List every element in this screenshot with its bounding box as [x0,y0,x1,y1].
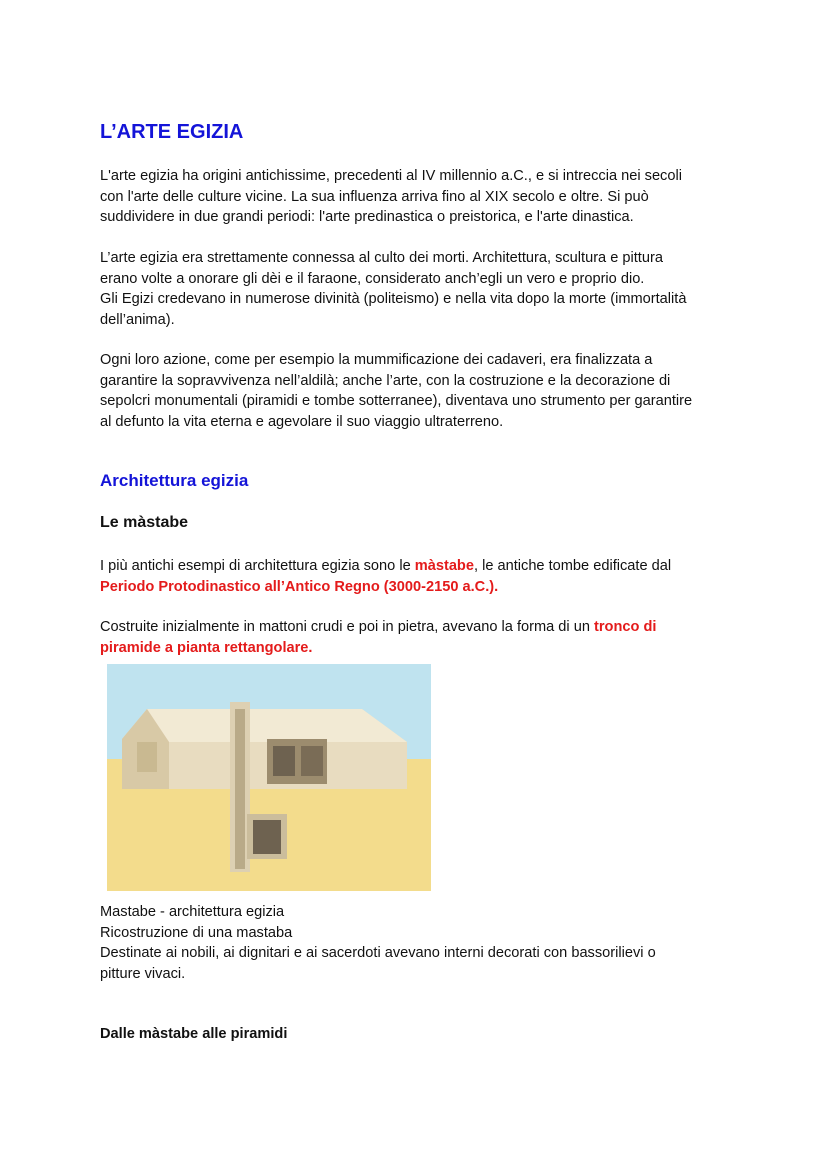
construction-paragraph [100,617,656,658]
text-line: L’arte egizia era strettamente connessa al culto dei morti. Architettura, scultura e pittura [100,250,663,266]
text-line: con l'arte delle culture vicine. La sua influenza arriva fino al XIX secolo e oltre. Si può [100,188,649,205]
text-line: erano volte a onorare gli dèi e il faraone, considerato anch’egli un vero e proprio dio. [100,270,645,287]
intro-paragraph-1 [100,166,682,228]
section-heading: Architettura egizia [100,471,249,490]
caption-line: Ricostruzione di una mastaba [100,924,293,941]
caption-line: Destinate ai nobili, ai dignitari e ai sacerdoti avevano interni decorati con bassorilievi o [100,945,656,961]
highlight: màstabe [414,558,474,574]
intro-paragraph-2 [100,248,686,330]
highlight: piramide a pianta rettangolare. [100,639,313,656]
mastabe-paragraph [100,556,671,597]
text-line: L'arte egizia ha origini antichissime, precedenti al IV millennio a.C., e si intreccia nei secoli [100,168,682,184]
text: , le antiche tombe edificate dal [473,558,672,574]
caption-line: pitture vivaci. [100,965,186,982]
highlight: tronco di [594,619,657,635]
subsection-heading: Le màstabe [100,514,189,531]
image-caption [100,902,656,984]
mastaba-illustration [107,664,431,891]
text-line: Ogni loro azione, come per esempio la mummificazione dei cadaveri, era finalizzata a [100,352,653,368]
text-line: garantire la sopravvivenza nell’aldilà; anche l’arte, con la costruzione e la decorazione di [100,372,671,389]
page-title: L’ARTE EGIZIA [100,121,244,143]
highlight: Periodo Protodinastico all’Antico Regno (3000-2150 a.C.). [100,578,499,595]
text-line: suddividere in due grandi periodi: l'arte predinastica o preistorica, e l'arte dinastica. [100,209,634,225]
text: I più antichi esempi di architettura egizia sono le [100,558,415,574]
text-line: sepolcri monumentali (piramidi e tombe sotterranee), diventava uno strumento per garantire [100,393,693,409]
text-line: dell’anima). [100,311,175,328]
intro-paragraph-3 [100,350,692,432]
text: Costruite inizialmente in mattoni crudi e poi in pietra, avevano la forma di un [100,619,595,635]
text-line: Gli Egizi credevano in numerose divinità (politeismo) e nella vita dopo la morte (immortalità [100,291,687,307]
text-line: al defunto la vita eterna e agevolare il suo viaggio ultraterreno. [100,413,504,430]
caption-line: Mastabe - architettura egizia [100,904,285,920]
next-heading: Dalle màstabe alle piramidi [100,1026,288,1042]
